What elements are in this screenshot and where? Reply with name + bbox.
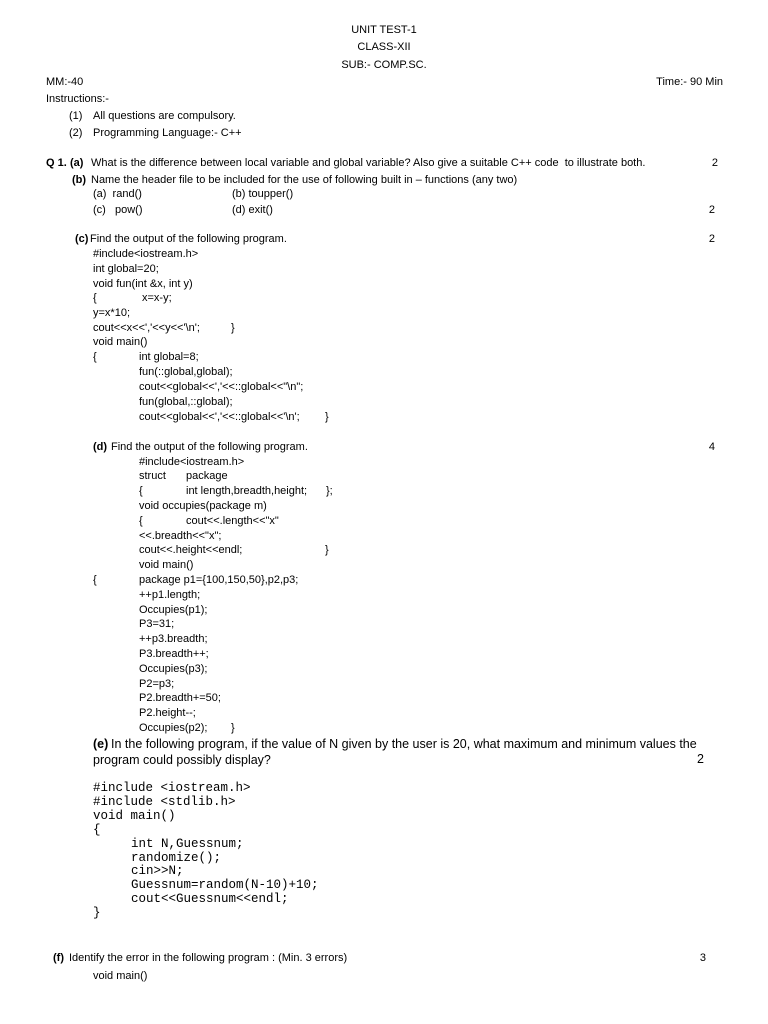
instruction-number: (1) [69,110,83,122]
instructions-label: Instructions:- [46,93,109,105]
code-line: ++p3.breadth; [139,633,208,645]
code-line: } [325,411,329,423]
code-line: int N,Guessnum; [131,837,244,851]
code-line: x=x-y; [142,292,172,304]
code-line: void occupies(package m) [139,500,267,512]
code-line: Occupies(p1); [139,604,208,616]
instruction-text: Programming Language:- C++ [93,127,242,139]
code-line: ++p1.length; [139,589,201,601]
marks: 2 [697,752,704,766]
code-line: { [139,485,143,497]
code-line: P2=p3; [139,678,175,690]
instruction-text: All questions are compulsory. [93,110,236,122]
code-line: cout<<global<<','<<::global<<"\n"; [139,381,304,393]
code-line: P3.breadth++; [139,648,209,660]
code-line: cout<<x<<','<<y<<'\n'; [93,322,200,334]
marks: 2 [708,233,715,245]
code-line: #include<iostream.h> [93,248,199,260]
code-line: { [93,351,97,363]
code-line: }; [326,485,333,497]
question-text: Name the header file to be included for the use of following built in – functions (any two) [91,174,518,186]
code-line: y=x*10; [93,307,130,319]
code-line: { [93,292,97,304]
test-title: UNIT TEST-1 [351,24,417,36]
code-line: } [231,322,235,334]
question-text: What is the difference between local variable and global variable? Also give a suitable C++ code to illustrate both. [91,157,646,169]
code-line: cout<<global<<','<<::global<<'\n'; [139,411,300,423]
part-tag: (c) [75,233,89,245]
code-line: Occupies(p3); [139,663,208,675]
marks: 2 [711,157,718,169]
question-text: Find the output of the following program. [111,441,308,453]
time-limit: Time:- 90 Min [656,76,723,88]
code-line: Occupies(p2); [139,722,208,734]
code-line: Guessnum=random(N-10)+10; [131,878,319,892]
question-number: Q 1. [46,157,67,169]
code-line: { [139,515,143,527]
part-tag: (e) [93,737,109,751]
code-line: struct [139,470,166,482]
code-line: int global=8; [139,351,199,363]
code-line: #include <iostream.h> [93,781,251,795]
question-text: In the following program, if the value of N given by the user is 20, what maximum and minimum values the [111,737,697,751]
class-label: CLASS-XII [357,41,411,53]
question-text: Find the output of the following program. [90,233,287,245]
part-tag: (b) [72,174,87,186]
code-line: fun(global,::global); [139,396,233,408]
max-marks: MM:-40 [46,76,84,88]
marks: 2 [708,204,715,216]
option: (d) exit() [232,204,273,216]
code-line: int global=20; [93,263,159,275]
question-text: program could possibly display? [93,753,271,767]
code-line: P2.height--; [139,707,196,719]
code-line: #include <stdlib.h> [93,795,236,809]
part-tag: (d) [93,441,108,453]
code-line: void main() [93,809,176,823]
marks: 4 [708,441,715,453]
question-text: Identify the error in the following program : (Min. 3 errors) [69,952,348,964]
instruction-number: (2) [69,127,83,139]
code-line: #include<iostream.h> [139,456,245,468]
code-line: P2.breadth+=50; [139,692,221,704]
code-line: cin>>N; [131,864,184,878]
option: (b) toupper() [232,188,294,200]
option: (c) pow() [93,204,143,216]
code-line: fun(::global,global); [139,366,233,378]
code-line: randomize(); [131,851,222,865]
part-tag: (a) [70,157,84,169]
code-line: void main() [93,336,148,348]
code-line: } [93,906,101,920]
part-tag: (f) [53,952,64,964]
code-line: int length,breadth,height; [186,485,308,497]
code-line: { [93,574,97,586]
code-line: cout<<Guessnum<<endl; [131,892,289,906]
code-line: void main() [139,559,194,571]
subject-label: SUB:- COMP.SC. [341,59,427,71]
code-line: } [325,544,329,556]
option: (a) rand() [93,188,142,200]
code-line: package p1={100,150,50},p2,p3; [139,574,299,586]
code-line: } [231,722,235,734]
code-line: void fun(int &x, int y) [93,278,193,290]
code-line: <<.breadth<<"x"; [139,530,222,542]
code-line: cout<<.height<<endl; [139,544,243,556]
code-line: P3=31; [139,618,175,630]
code-line: cout<<.length<<"x" [186,515,279,527]
code-line: void main() [93,970,148,982]
marks: 3 [699,952,706,964]
code-line: { [93,823,101,837]
code-line: package [186,470,228,482]
